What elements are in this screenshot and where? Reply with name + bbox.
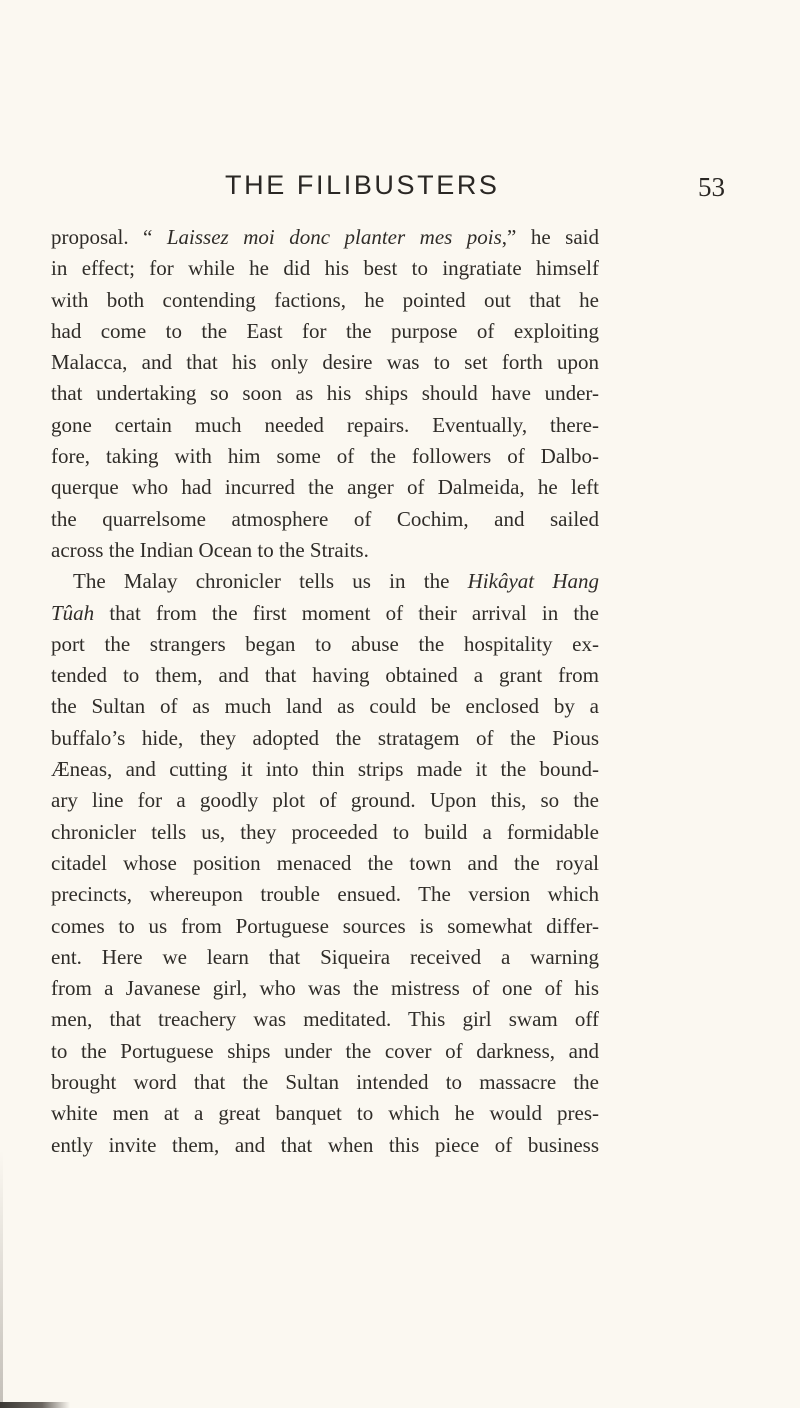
italic-text: Laissez moi donc planter mes pois — [166, 225, 502, 249]
running-title: THE FILIBUSTERS — [225, 170, 500, 200]
text-line — [51, 942, 599, 973]
page-edge-shadow — [0, 1150, 3, 1408]
text-segment: ent. Here we learn that Siqueira received a warning — [51, 944, 599, 969]
text-line — [51, 848, 599, 879]
text-segment: from a Javanese girl, who was the mistress of one of his — [51, 976, 599, 1001]
text-segment: the quarrelsome atmosphere of Cochim, and sailed — [51, 506, 599, 531]
text-segment: querque who had incurred the anger of Dalmeida, he left — [51, 475, 599, 500]
text-segment: The Malay chronicler tells us in the — [73, 569, 468, 594]
text-line — [51, 723, 599, 754]
text-line — [51, 222, 599, 253]
text-line — [51, 1067, 599, 1098]
text-line — [51, 598, 599, 629]
text-segment: proposal. “ — [51, 225, 167, 249]
text-segment: precincts, whereupon trouble ensued. The version which — [51, 882, 599, 907]
text-segment: in effect; for while he did his best to ingratiate himself — [51, 256, 599, 281]
text-segment: brought word that the Sultan intended to massacre the — [51, 1070, 599, 1095]
text-segment: with both contending factions, he pointed out that he — [51, 287, 599, 312]
text-line — [51, 691, 599, 722]
text-segment: across the Indian Ocean to the Straits. — [51, 537, 369, 562]
text-segment: tended to them, and that having obtained a grant from — [51, 663, 599, 688]
text-segment: to the Portuguese ships under the cover of darkness, and — [51, 1038, 599, 1063]
text-segment: fore, taking with him some of the followers of Dalbo- — [51, 444, 599, 469]
text-line — [51, 566, 599, 597]
page-edge-mark — [0, 1402, 70, 1408]
text-segment: buffalo’s hide, they adopted the stratagem of the Pious — [51, 725, 599, 750]
body-text — [51, 222, 599, 1161]
text-segment: had come to the East for the purpose of exploiting — [51, 318, 599, 343]
text-line — [51, 504, 599, 535]
running-head — [225, 170, 725, 210]
text-segment: port the strangers began to abuse the hospitality ex- — [51, 631, 599, 656]
text-line — [51, 785, 599, 816]
text-segment: citadel whose position menaced the town and the royal — [51, 850, 599, 875]
text-line — [51, 817, 599, 848]
text-segment: that undertaking so soon as his ships should have under- — [51, 381, 599, 406]
text-line — [51, 1130, 599, 1161]
text-line — [51, 535, 599, 566]
text-line — [51, 316, 599, 347]
text-segment: ary line for a goodly plot of ground. Upon this, so the — [51, 788, 599, 813]
text-line — [51, 441, 599, 472]
text-segment: ,” he said — [501, 225, 599, 249]
text-segment: chronicler tells us, they proceeded to build a formidable — [51, 819, 599, 844]
text-line — [51, 629, 599, 660]
text-line — [51, 879, 599, 910]
text-segment: white men at a great banquet to which he would pres- — [51, 1101, 599, 1126]
text-segment: men, that treachery was meditated. This girl swam off — [51, 1007, 599, 1032]
text-segment: that from the first moment of their arrival in the — [94, 600, 599, 625]
text-segment: comes to us from Portuguese sources is somewhat differ- — [51, 913, 599, 938]
text-line — [51, 1004, 599, 1035]
italic-text: Hikâyat Hang — [467, 569, 599, 594]
text-line — [51, 378, 599, 409]
text-line — [51, 1098, 599, 1129]
text-line — [51, 410, 599, 441]
text-line — [51, 347, 599, 378]
text-line — [51, 472, 599, 503]
italic-text: Tûah — [51, 600, 95, 625]
page-number: 53 — [698, 172, 725, 202]
text-segment: Malacca, and that his only desire was to set forth upon — [51, 350, 599, 375]
text-segment: ently invite them, and that when this piece of business — [51, 1132, 599, 1157]
text-line — [51, 660, 599, 691]
text-line — [51, 911, 599, 942]
text-line — [51, 973, 599, 1004]
text-segment: Æneas, and cutting it into thin strips made it the bound- — [51, 757, 599, 782]
text-line — [51, 754, 599, 785]
text-segment: gone certain much needed repairs. Eventually, there- — [51, 412, 599, 437]
text-line — [51, 253, 599, 284]
text-line — [51, 285, 599, 316]
text-line — [51, 1036, 599, 1067]
text-segment: the Sultan of as much land as could be enclosed by a — [51, 694, 599, 719]
